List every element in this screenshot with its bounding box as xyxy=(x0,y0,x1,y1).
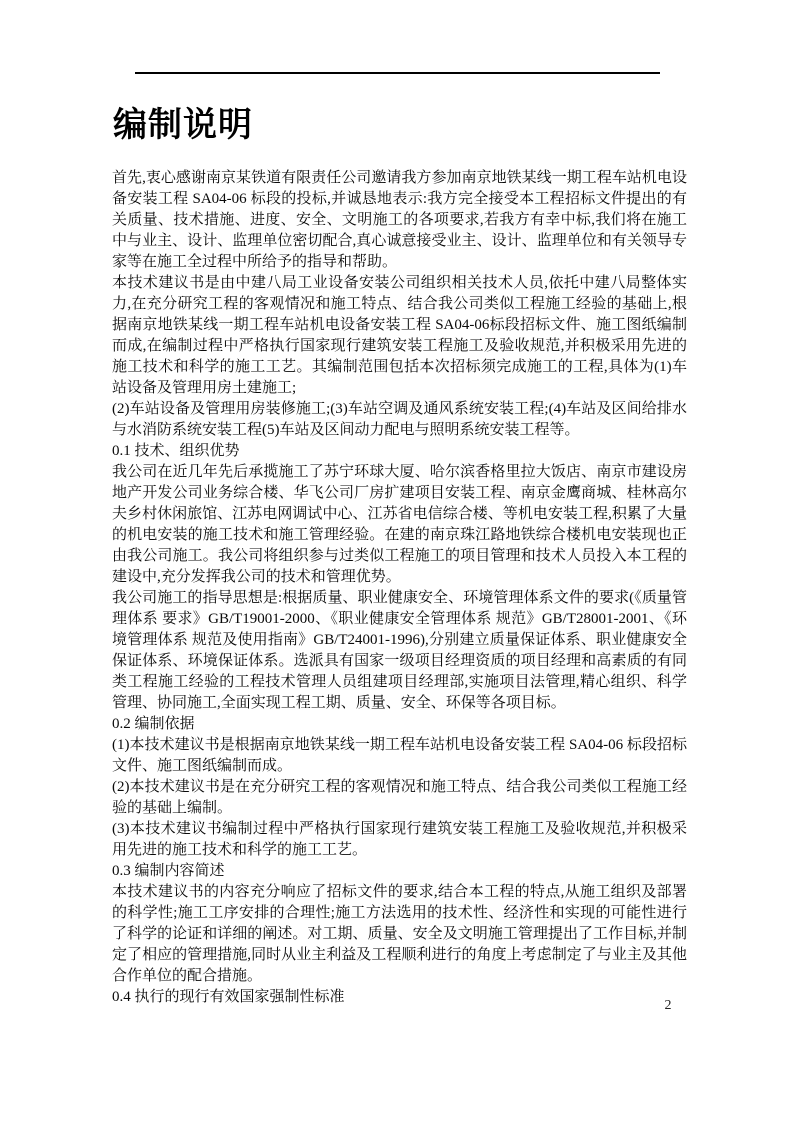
body-paragraph: 首先,衷心感谢南京某铁道有限责任公司邀请我方参加南京地铁某线一期工程车站机电设备安装工程 SA04-06 标段的投标,并诚恳地表示:我方完全接受本工程招标文件提出的有关质量、技术措施、进度、安全、文明施工的各项要求,若我方有幸中标,我们将在施工中与业主、设计、监理单位密切配合,真心诚意接受业主、设计、监理单位和有关领导专家等在施工全过程中所给予的指导和帮助。 xyxy=(112,170,687,270)
section-heading: 0.2 编制依据 xyxy=(112,716,195,732)
document-body xyxy=(112,168,687,1008)
section-heading: 0.4 执行的现行有效国家强制性标准 xyxy=(112,989,345,1005)
body-paragraph: (3)本技术建议书编制过程中严格执行国家现行建筑安装工程施工及验收规范,并积极采用先进的施工技术和科学的施工工艺。 xyxy=(112,821,687,858)
body-paragraph: (2)本技术建议书是在充分研究工程的客观情况和施工特点、结合我公司类似工程施工经验的基础上编制。 xyxy=(112,779,687,816)
body-paragraph: 本技术建议书是由中建八局工业设备安装公司组织相关技术人员,依托中建八局整体实力,在充分研究工程的客观情况和施工特点、结合我公司类似工程施工经验的基础上,根据南京地铁某线一期工程车站机电设备安装工程 SA04-06标段招标文件、施工图纸编制而成,在编制过程中严格执行国家现行建筑安装工程施工及验收规范,并积极采用先进的施工技术和科学的施工工艺。其编制范围包括本次招标须完成施工的工程,具体为(1)车站设备及管理用房土建施工; xyxy=(112,275,687,396)
header-divider-line xyxy=(135,72,660,74)
page-title: 编制说明 xyxy=(113,107,253,144)
section-heading: 0.1 技术、组织优势 xyxy=(112,443,240,459)
section-heading: 0.3 编制内容简述 xyxy=(112,863,225,879)
body-paragraph: 我公司在近几年先后承揽施工了苏宁环球大厦、哈尔滨香格里拉大饭店、南京市建设房地产开发公司业务综合楼、华飞公司厂房扩建项目安装工程、南京金鹰商城、桂林高尔夫乡村休闲旅馆、江苏电网调试中心、江苏省电信综合楼、等机电安装工程,积累了大量的机电安装的施工技术和施工管理经验。在建的南京珠江路地铁综合楼机电安装现也正由我公司施工。我公司将组织参与过类似工程施工的项目管理和技术人员投入本工程的建设中,充分发挥我公司的技术和管理优势。 xyxy=(112,464,687,585)
body-paragraph: (2)车站设备及管理用房装修施工;(3)车站空调及通风系统安装工程;(4)车站及区间给排水与水消防系统安装工程(5)车站及区间动力配电与照明系统安装工程等。 xyxy=(112,401,687,438)
body-paragraph: 我公司施工的指导思想是:根据质量、职业健康安全、环境管理体系文件的要求(《质量管理体系 要求》GB/T19001-2000、《职业健康安全管理体系 规范》GB/T28001-2001、《环境管理体系 规范及使用指南》GB/T24001-1996),分别建立质量保证体系、职业健康安全保证体系、环境保证体系。选派具有国家一级项目经理资质的项目经理和高素质的有同类工程施工经验的工程技术管理人员组建项目经理部,实施项目法管理,精心组织、科学管理、协同施工,全面实现工程工期、质量、安全、环保等各项目标。 xyxy=(112,590,687,711)
body-paragraph: (1)本技术建议书是根据南京地铁某线一期工程车站机电设备安装工程 SA04-06 标段招标文件、施工图纸编制而成。 xyxy=(112,737,687,774)
page-number: 2 xyxy=(664,998,672,1013)
body-paragraph: 本技术建议书的内容充分响应了招标文件的要求,结合本工程的特点,从施工组织及部署的科学性;施工工序安排的合理性;施工方法选用的技术性、经济性和实现的可能性进行了科学的论证和详细的阐述。对工期、质量、安全及文明施工管理提出了工作目标,并制定了相应的管理措施,同时从业主利益及工程顺利进行的角度上考虑制定了与业主及其他合作单位的配合措施。 xyxy=(112,884,687,984)
